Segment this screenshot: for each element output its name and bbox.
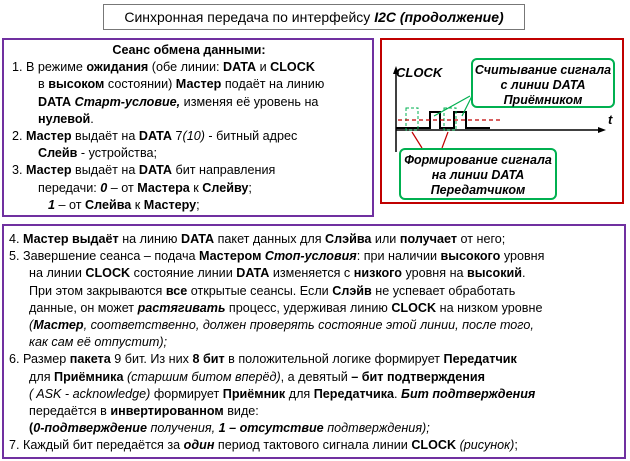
text: – бит подтверждения — [351, 369, 485, 384]
text: на линию — [118, 232, 181, 246]
session-heading: Сеанс обмена данными: — [112, 43, 266, 57]
session-panel — [2, 38, 374, 217]
text: 8 бит — [192, 352, 225, 367]
text: Бит подтверждения — [401, 386, 536, 401]
text: изменяется с — [269, 266, 354, 281]
text: Передатчик — [443, 352, 517, 367]
callout-line: Формирование сигнала — [404, 153, 552, 167]
step-6 — [9, 351, 618, 368]
session-item-2 — [12, 128, 366, 145]
text: подтверждения); — [323, 421, 430, 436]
text: для — [285, 386, 314, 401]
text: Мастера — [137, 180, 190, 195]
text: пакета — [69, 352, 111, 367]
text: Слэйв — [332, 283, 372, 298]
text: как сам её отпустит); — [29, 335, 168, 350]
text: ; — [248, 180, 252, 195]
text: процесс, удерживая линию — [225, 300, 392, 315]
text: Старт-условие, — [74, 94, 181, 109]
text: 4. — [9, 232, 24, 246]
text: 5. Завершение сеанса – подача — [9, 249, 200, 264]
text: один — [183, 438, 215, 453]
text: высокий — [467, 266, 523, 281]
text: Слейву — [202, 180, 249, 195]
text: данные, он может — [29, 300, 138, 315]
step-5-cont — [9, 300, 618, 317]
session-item-1 — [12, 59, 366, 76]
text: . — [90, 111, 94, 126]
text: в положительной логике формирует — [224, 352, 444, 367]
text: или — [371, 232, 400, 246]
callout-line: Приёмником — [503, 93, 583, 107]
title-text: Синхронная передача по интерфейсу — [124, 9, 375, 25]
text: – от — [107, 180, 138, 195]
text: состояние линии — [130, 266, 237, 281]
callout-line: Передатчиком — [430, 183, 526, 197]
text: Слэйва — [325, 232, 372, 246]
text: - устройства; — [77, 146, 157, 161]
step-4 — [9, 231, 618, 248]
text: нулевой — [38, 111, 91, 126]
text: передачи: — [38, 180, 101, 195]
text: ; — [514, 438, 518, 453]
text: CLOCK — [411, 438, 457, 453]
clock-axis-label: CLOCK — [396, 65, 443, 80]
text: , соответственно, должен проверять состояние этой линии, после того, — [83, 318, 534, 333]
session-item-1-cont — [12, 76, 366, 93]
text: ; — [196, 197, 200, 212]
step-5-cont — [9, 334, 618, 351]
text: DATA — [180, 232, 215, 246]
text: выдаёт на — [71, 129, 139, 144]
text: Приёмник — [222, 386, 286, 401]
text: Мастер выдаёт — [23, 232, 119, 246]
text: CLOCK — [270, 60, 315, 75]
text: к — [189, 180, 203, 195]
text: (старшим битом вперёд) — [126, 369, 281, 384]
session-item-1-cont — [12, 94, 366, 111]
text: : при наличии — [356, 249, 441, 264]
callout-line: Считывание сигнала — [474, 63, 612, 77]
text: . — [522, 266, 526, 281]
session-item-3-cont — [12, 180, 366, 197]
read-callout — [471, 58, 615, 108]
text: период тактового сигнала линии — [214, 438, 412, 453]
text: При этом закрываются — [29, 283, 166, 298]
text: DATA — [138, 129, 172, 144]
text: 7. Каждый бит передаётся за — [9, 438, 184, 453]
text: . — [394, 386, 402, 401]
text: Мастер — [175, 77, 222, 92]
text: 1 — [48, 197, 56, 212]
text: в — [38, 77, 49, 92]
form-pointer — [412, 132, 422, 148]
text: 3. — [12, 163, 27, 178]
text: ожидания — [86, 60, 149, 75]
step-5-cont — [9, 283, 618, 300]
session-item-2-cont — [12, 145, 366, 162]
text: 7 — [171, 129, 183, 144]
text: бит направления — [171, 163, 276, 178]
text: Приёмника — [54, 369, 124, 384]
text: - битный адрес — [204, 129, 298, 144]
text: Стоп-условия — [264, 249, 357, 264]
text: , а девятый — [280, 369, 352, 384]
text: на низком уровне — [436, 300, 543, 315]
time-axis-label: t — [608, 112, 613, 127]
form-pointer — [442, 132, 448, 148]
text: (обе линии: — [148, 60, 223, 75]
step-5-cont — [9, 317, 618, 334]
session-item-3-cont — [12, 197, 366, 214]
step-6-cont — [9, 386, 618, 403]
step-6-cont — [9, 420, 618, 437]
text: пакет данных для — [214, 232, 326, 246]
step-5 — [9, 248, 618, 265]
text: ( — [29, 421, 34, 436]
text: уровня — [500, 249, 545, 264]
x-axis-arrow — [598, 127, 606, 133]
text: состоянии) — [104, 77, 176, 92]
text: высокого — [440, 249, 501, 264]
text: 1 – отсутствие — [218, 421, 324, 436]
text: DATA — [236, 266, 270, 281]
text: к — [131, 197, 144, 212]
session-item-1-cont — [12, 111, 366, 128]
text: – от — [55, 197, 86, 212]
text: DATA — [38, 94, 72, 109]
text: все — [165, 283, 188, 298]
text: ( ASK - acknowledge) — [29, 386, 151, 401]
text: не успевает обработать — [371, 283, 516, 298]
text: получения, — [146, 421, 219, 436]
step-6-cont — [9, 369, 618, 386]
text: 2. — [12, 129, 27, 144]
text: 6. Размер — [9, 352, 70, 367]
text: ( — [29, 318, 34, 333]
text: уровня на — [401, 266, 468, 281]
text: от него; — [457, 232, 506, 246]
text: инвертированном — [110, 404, 224, 419]
steps-panel — [2, 224, 626, 459]
text: и — [256, 60, 271, 75]
text: Мастер — [26, 163, 72, 178]
text: Мастером — [199, 249, 262, 264]
callout-line: на линии DATA — [431, 168, 525, 182]
text: на линии — [29, 266, 86, 281]
text: DATA — [222, 60, 257, 75]
callout-line: с линии DATA — [500, 78, 586, 92]
text: выдаёт на — [71, 163, 139, 178]
text: (10) — [182, 129, 205, 144]
text: растягивать — [137, 300, 226, 315]
text: Мастеру — [143, 197, 197, 212]
text: подаёт на линию — [221, 77, 325, 92]
title-highlight: I2C (продолжение) — [374, 9, 504, 25]
text: низкого — [353, 266, 402, 281]
text: (рисунок) — [459, 438, 515, 453]
step-7 — [9, 437, 618, 454]
text: Передатчика — [313, 386, 395, 401]
text: виде: — [223, 404, 259, 419]
clock-diagram — [380, 38, 624, 204]
text: Слейв — [38, 146, 78, 161]
text: DATA — [138, 163, 172, 178]
text: Слейва — [85, 197, 132, 212]
text: 1. В режиме — [12, 60, 87, 75]
text: высоком — [48, 77, 105, 92]
form-callout — [399, 148, 557, 200]
text: 0 — [100, 180, 108, 195]
setup-region — [406, 108, 418, 130]
session-item-3 — [12, 162, 366, 179]
text: CLOCK — [85, 266, 131, 281]
text: 0-подтверждение — [33, 421, 147, 436]
step-5-cont — [9, 265, 618, 282]
text: передаётся в — [29, 404, 111, 419]
slide-title — [103, 4, 525, 30]
text: изменяя её уровень на — [180, 94, 319, 109]
text: 9 бит. Из них — [110, 352, 193, 367]
text: получает — [399, 232, 457, 246]
text: для — [29, 369, 55, 384]
text: Мастер — [33, 318, 84, 333]
step-6-cont — [9, 403, 618, 420]
text: открытые сеансы. Если — [187, 283, 333, 298]
text: формирует — [150, 386, 223, 401]
text: CLOCK — [391, 300, 437, 315]
text: Мастер — [26, 129, 72, 144]
